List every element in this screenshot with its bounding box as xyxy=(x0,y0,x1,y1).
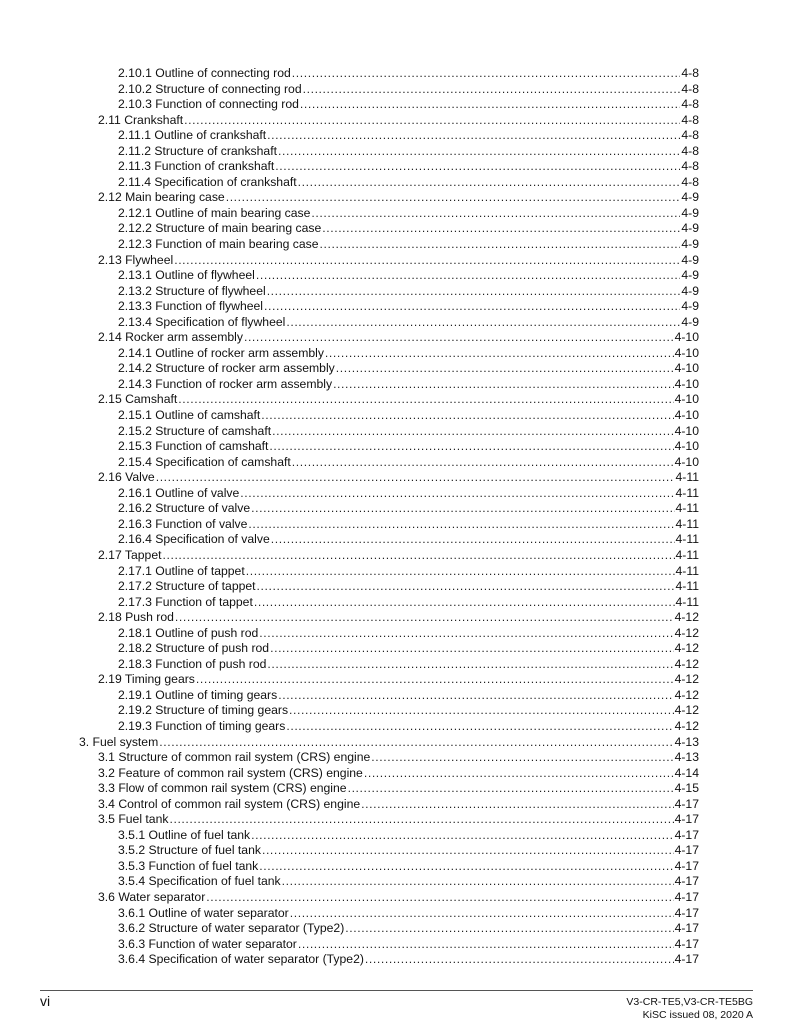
dot-leader xyxy=(240,486,674,502)
toc-entry-title: 2.16.2 Structure of valve xyxy=(118,501,251,516)
toc-entry[interactable] xyxy=(118,501,699,517)
toc-entry[interactable] xyxy=(118,874,699,890)
toc-entry-page: 4-17 xyxy=(674,936,699,951)
toc-entry[interactable] xyxy=(118,346,699,362)
dot-leader xyxy=(278,688,673,704)
toc-entry-page: 4-8 xyxy=(681,81,699,96)
toc-entry-title: 2.18.2 Structure of push rod xyxy=(118,641,270,656)
toc-entry-page: 4-11 xyxy=(675,594,699,609)
toc-entry-page: 4-8 xyxy=(681,97,699,112)
toc-entry-title: 2.15.3 Function of camshaft xyxy=(118,439,269,454)
dot-leader xyxy=(298,175,681,191)
dot-leader xyxy=(300,97,680,113)
toc-entry-page: 4-12 xyxy=(674,641,699,656)
toc-entry-page: 4-9 xyxy=(681,283,699,298)
toc-entry[interactable] xyxy=(118,906,699,922)
toc-entry-page: 4-13 xyxy=(674,734,699,749)
toc-entry-page: 4-9 xyxy=(681,299,699,314)
dot-leader xyxy=(286,719,673,735)
document-code: V3-CR-TE5,V3-CR-TE5BG xyxy=(626,996,753,1008)
dot-leader xyxy=(178,392,673,408)
toc-entry-title: 2.17 Tappet xyxy=(98,547,162,562)
toc-entry[interactable] xyxy=(118,952,699,968)
toc-entry-page: 4-9 xyxy=(681,221,699,236)
toc-entry-title: 2.12.1 Outline of main bearing case xyxy=(118,205,311,220)
dot-leader xyxy=(162,548,674,564)
toc-entry-title: 2.18.3 Function of push rod xyxy=(118,656,267,671)
toc-entry-page: 4-17 xyxy=(674,921,699,936)
toc-entry-page: 4-17 xyxy=(674,812,699,827)
toc-entry[interactable] xyxy=(118,284,699,300)
toc-entry[interactable] xyxy=(118,237,699,253)
toc-entry-page: 4-8 xyxy=(681,159,699,174)
dot-leader xyxy=(256,268,681,284)
toc-entry[interactable] xyxy=(118,595,699,611)
dot-leader xyxy=(361,797,673,813)
dot-leader xyxy=(333,377,674,393)
dot-leader xyxy=(282,874,674,890)
toc-entry[interactable] xyxy=(98,890,699,906)
dot-leader xyxy=(264,299,680,315)
toc-entry-page: 4-14 xyxy=(674,765,699,780)
toc-entry-title: 2.18 Push rod xyxy=(98,610,174,625)
toc-entry[interactable] xyxy=(118,82,699,98)
toc-entry-page: 4-15 xyxy=(674,781,699,796)
toc-entry-title: 3.1 Structure of common rail system (CRS) engine xyxy=(98,750,371,765)
toc-entry-page: 4-17 xyxy=(674,796,699,811)
dot-leader xyxy=(206,890,673,906)
toc-entry[interactable] xyxy=(98,812,699,828)
toc-entry[interactable] xyxy=(118,517,699,533)
dot-leader xyxy=(371,750,673,766)
toc-entry-page: 4-12 xyxy=(674,656,699,671)
toc-entry[interactable] xyxy=(118,377,699,393)
dot-leader xyxy=(292,66,681,82)
dot-leader xyxy=(159,735,673,751)
toc-entry-title: 2.16.3 Function of valve xyxy=(118,516,248,531)
toc-entry[interactable] xyxy=(118,408,699,424)
toc-entry[interactable] xyxy=(118,268,699,284)
dot-leader xyxy=(259,859,673,875)
toc-entry-page: 4-17 xyxy=(674,827,699,842)
footer-divider xyxy=(40,990,753,991)
dot-leader xyxy=(259,626,673,642)
toc-entry-page: 4-11 xyxy=(675,516,699,531)
toc-entry-title: 3.2 Feature of common rail system (CRS) engine xyxy=(98,765,363,780)
toc-entry-title: 3.6.1 Outline of water separator xyxy=(118,905,289,920)
toc-entry[interactable] xyxy=(118,206,699,222)
toc-entry-page: 4-8 xyxy=(681,128,699,143)
toc-entry-page: 4-11 xyxy=(675,470,699,485)
toc-entry-page: 4-8 xyxy=(681,112,699,127)
toc-entry-page: 4-11 xyxy=(675,501,699,516)
dot-leader xyxy=(156,470,675,486)
toc-entry-title: 3.5.3 Function of fuel tank xyxy=(118,858,259,873)
dot-leader xyxy=(169,812,673,828)
toc-entry[interactable] xyxy=(118,424,699,440)
dot-leader xyxy=(365,952,674,968)
toc-entry-page: 4-10 xyxy=(674,454,699,469)
toc-entry[interactable] xyxy=(118,937,699,953)
dot-leader xyxy=(226,190,681,206)
toc-entry-title: 2.14.2 Structure of rocker arm assembly xyxy=(118,361,335,376)
toc-entry[interactable] xyxy=(98,781,699,797)
page-number: vi xyxy=(40,993,51,1009)
toc-entry-page: 4-12 xyxy=(674,703,699,718)
toc-entry[interactable] xyxy=(118,315,699,331)
toc-entry[interactable] xyxy=(98,113,699,129)
toc-entry[interactable] xyxy=(118,564,699,580)
toc-entry[interactable] xyxy=(118,532,699,548)
toc-entry[interactable] xyxy=(98,672,699,688)
dot-leader xyxy=(175,610,674,626)
toc-entry[interactable] xyxy=(118,361,699,377)
toc-entry[interactable] xyxy=(98,750,699,766)
toc-entry-page: 4-11 xyxy=(675,485,699,500)
toc-entry-page: 4-11 xyxy=(675,563,699,578)
toc-entry[interactable] xyxy=(118,859,699,875)
toc-entry-page: 4-12 xyxy=(674,718,699,733)
toc-entry[interactable] xyxy=(98,392,699,408)
toc-entry-title: 2.18.1 Outline of push rod xyxy=(118,625,259,640)
toc-entry[interactable] xyxy=(98,190,699,206)
issue-info: KiSC issued 08, 2020 A xyxy=(642,1009,753,1021)
toc-entry[interactable] xyxy=(118,486,699,502)
toc-entry-page: 4-9 xyxy=(681,190,699,205)
toc-entry[interactable] xyxy=(118,455,699,471)
toc-entry-title: 3.5.1 Outline of fuel tank xyxy=(118,827,251,842)
toc-entry-title: 2.19.3 Function of timing gears xyxy=(118,718,286,733)
toc-entry[interactable] xyxy=(118,719,699,735)
toc-entry[interactable] xyxy=(118,439,699,455)
toc-entry[interactable] xyxy=(118,66,699,82)
toc-entry-title: 2.14.3 Function of rocker arm assembly xyxy=(118,376,333,391)
toc-entry-page: 4-9 xyxy=(681,314,699,329)
dot-leader xyxy=(248,517,674,533)
toc-entry-title: 2.16 Valve xyxy=(98,470,155,485)
toc-entry[interactable] xyxy=(79,735,699,751)
toc-entry[interactable] xyxy=(118,144,699,160)
dot-leader xyxy=(345,921,673,937)
toc-entry[interactable] xyxy=(98,610,699,626)
toc-entry-page: 4-17 xyxy=(674,952,699,967)
dot-leader xyxy=(267,128,680,144)
toc-entry-title: 2.13.4 Specification of flywheel xyxy=(118,314,286,329)
toc-entry-page: 4-17 xyxy=(674,905,699,920)
toc-entry[interactable] xyxy=(118,579,699,595)
toc-entry[interactable] xyxy=(118,657,699,673)
toc-entry[interactable] xyxy=(118,703,699,719)
toc-entry-title: 2.14 Rocker arm assembly xyxy=(98,330,243,345)
toc-entry-page: 4-10 xyxy=(674,392,699,407)
toc-entry-title: 2.13.2 Structure of flywheel xyxy=(118,283,266,298)
toc-entry-page: 4-10 xyxy=(674,408,699,423)
dot-leader xyxy=(244,330,674,346)
dot-leader xyxy=(262,843,674,859)
toc-entry[interactable] xyxy=(118,175,699,191)
dot-leader xyxy=(336,361,674,377)
dot-leader xyxy=(320,237,681,253)
toc-entry-page: 4-8 xyxy=(681,143,699,158)
toc-entry[interactable] xyxy=(98,548,699,564)
toc-entry-page: 4-11 xyxy=(675,532,699,547)
toc-entry-title: 2.16.4 Specification of valve xyxy=(118,532,270,547)
dot-leader xyxy=(269,439,673,455)
toc-entry-title: 2.11.1 Outline of crankshaft xyxy=(118,128,267,143)
toc-entry-title: 3.6.2 Structure of water separator (Type2) xyxy=(118,921,345,936)
toc-entry[interactable] xyxy=(98,766,699,782)
dot-leader xyxy=(325,346,674,362)
toc-entry-title: 3. Fuel system xyxy=(79,734,159,749)
dot-leader xyxy=(348,781,674,797)
toc-entry-page: 4-9 xyxy=(681,268,699,283)
toc-entry-title: 2.13.1 Outline of flywheel xyxy=(118,268,255,283)
toc-entry-title: 3.4 Control of common rail system (CRS) engine xyxy=(98,796,361,811)
dot-leader xyxy=(261,408,673,424)
toc-entry[interactable] xyxy=(98,253,699,269)
toc-entry[interactable] xyxy=(118,641,699,657)
toc-entry-title: 2.10.2 Structure of connecting rod xyxy=(118,81,302,96)
toc-entry-title: 3.5.2 Structure of fuel tank xyxy=(118,843,261,858)
toc-entry-page: 4-9 xyxy=(681,205,699,220)
toc-entry-title: 2.10.1 Outline of connecting rod xyxy=(118,66,291,80)
toc-entry-title: 2.14.1 Outline of rocker arm assembly xyxy=(118,345,324,360)
toc-entry-page: 4-10 xyxy=(674,439,699,454)
toc-entry-page: 4-12 xyxy=(674,610,699,625)
toc-entry[interactable] xyxy=(118,626,699,642)
toc-entry[interactable] xyxy=(118,921,699,937)
toc-entry-title: 2.11.4 Specification of crankshaft xyxy=(118,174,297,189)
toc-entry-page: 4-17 xyxy=(674,843,699,858)
dot-leader xyxy=(286,315,680,331)
toc-entry-title: 3.5.4 Specification of fuel tank xyxy=(118,874,281,889)
toc-entry[interactable] xyxy=(98,797,699,813)
toc-entry-title: 2.15.4 Specification of camshaft xyxy=(118,454,291,469)
dot-leader xyxy=(267,284,681,300)
toc-entry-title: 2.16.1 Outline of valve xyxy=(118,485,240,500)
dot-leader xyxy=(272,424,673,440)
toc-entry-page: 4-9 xyxy=(681,237,699,252)
dot-leader xyxy=(322,221,680,237)
dot-leader xyxy=(275,159,680,175)
toc-entry-title: 2.17.1 Outline of tappet xyxy=(118,563,245,578)
dot-leader xyxy=(292,455,674,471)
toc-entry[interactable] xyxy=(118,221,699,237)
toc-entry-title: 2.19.2 Structure of timing gears xyxy=(118,703,289,718)
toc-entry-page: 4-10 xyxy=(674,376,699,391)
toc-entry-title: 2.15 Camshaft xyxy=(98,392,178,407)
toc-entry-title: 3.6.4 Specification of water separator (Type2) xyxy=(118,952,364,967)
dot-leader xyxy=(311,206,680,222)
dot-leader xyxy=(196,672,674,688)
dot-leader xyxy=(174,253,680,269)
toc-entry-title: 2.12 Main bearing case xyxy=(98,190,225,205)
toc-entry-page: 4-17 xyxy=(674,889,699,904)
toc-entry-page: 4-12 xyxy=(674,625,699,640)
toc-entry-page: 4-13 xyxy=(674,750,699,765)
toc-entry-page: 4-9 xyxy=(681,252,699,267)
toc-entry-title: 2.12.3 Function of main bearing case xyxy=(118,237,319,252)
toc-entry-title: 2.17.3 Function of tappet xyxy=(118,594,253,609)
toc-entry-page: 4-12 xyxy=(674,672,699,687)
toc-entry-title: 2.19 Timing gears xyxy=(98,672,195,687)
toc-entry[interactable] xyxy=(118,843,699,859)
dot-leader xyxy=(267,657,673,673)
toc-entry-page: 4-10 xyxy=(674,423,699,438)
toc-entry[interactable] xyxy=(118,97,699,113)
dot-leader xyxy=(289,703,674,719)
toc-entry-page: 4-10 xyxy=(674,345,699,360)
toc-entry-title: 2.11.2 Structure of crankshaft xyxy=(118,143,277,158)
table-of-contents xyxy=(0,66,794,968)
toc-entry-title: 3.3 Flow of common rail system (CRS) engine xyxy=(98,781,347,796)
toc-entry[interactable] xyxy=(118,159,699,175)
toc-entry-title: 2.15.2 Structure of camshaft xyxy=(118,423,272,438)
toc-entry-page: 4-10 xyxy=(674,361,699,376)
dot-leader xyxy=(278,144,680,160)
dot-leader xyxy=(298,937,674,953)
toc-entry-page: 4-12 xyxy=(674,687,699,702)
dot-leader xyxy=(246,564,675,580)
dot-leader xyxy=(254,595,675,611)
toc-entry[interactable] xyxy=(98,470,699,486)
toc-entry[interactable] xyxy=(118,128,699,144)
dot-leader xyxy=(364,766,674,782)
toc-entry-title: 2.19.1 Outline of timing gears xyxy=(118,687,278,702)
toc-entry-title: 3.5 Fuel tank xyxy=(98,812,169,827)
toc-entry-title: 2.15.1 Outline of camshaft xyxy=(118,408,261,423)
toc-entry-title: 3.6 Water separator xyxy=(98,889,206,904)
toc-entry[interactable] xyxy=(118,299,699,315)
dot-leader xyxy=(251,828,673,844)
dot-leader xyxy=(290,906,674,922)
dot-leader xyxy=(257,579,675,595)
dot-leader xyxy=(251,501,674,517)
toc-entry-page: 4-10 xyxy=(674,330,699,345)
toc-entry-page: 4-11 xyxy=(675,579,699,594)
toc-entry-title: 3.6.3 Function of water separator xyxy=(118,936,297,951)
toc-entry-title: 2.17.2 Structure of tappet xyxy=(118,579,256,594)
dot-leader xyxy=(270,641,674,657)
toc-entry[interactable] xyxy=(118,688,699,704)
dot-leader xyxy=(271,532,675,548)
toc-entry-page: 4-8 xyxy=(681,66,699,80)
toc-entry-title: 2.12.2 Structure of main bearing case xyxy=(118,221,322,236)
dot-leader xyxy=(303,82,681,98)
toc-entry-title: 2.10.3 Function of connecting rod xyxy=(118,97,299,112)
toc-entry-page: 4-8 xyxy=(681,174,699,189)
dot-leader xyxy=(184,113,680,129)
toc-entry[interactable] xyxy=(98,330,699,346)
toc-entry-page: 4-11 xyxy=(675,547,699,562)
toc-entry-title: 2.11.3 Function of crankshaft xyxy=(118,159,275,174)
toc-entry-title: 2.11 Crankshaft xyxy=(98,112,184,127)
toc-entry[interactable] xyxy=(118,828,699,844)
toc-entry-title: 2.13.3 Function of flywheel xyxy=(118,299,263,314)
toc-entry-page: 4-17 xyxy=(674,858,699,873)
toc-entry-title: 2.13 Flywheel xyxy=(98,252,174,267)
toc-entry-page: 4-17 xyxy=(674,874,699,889)
